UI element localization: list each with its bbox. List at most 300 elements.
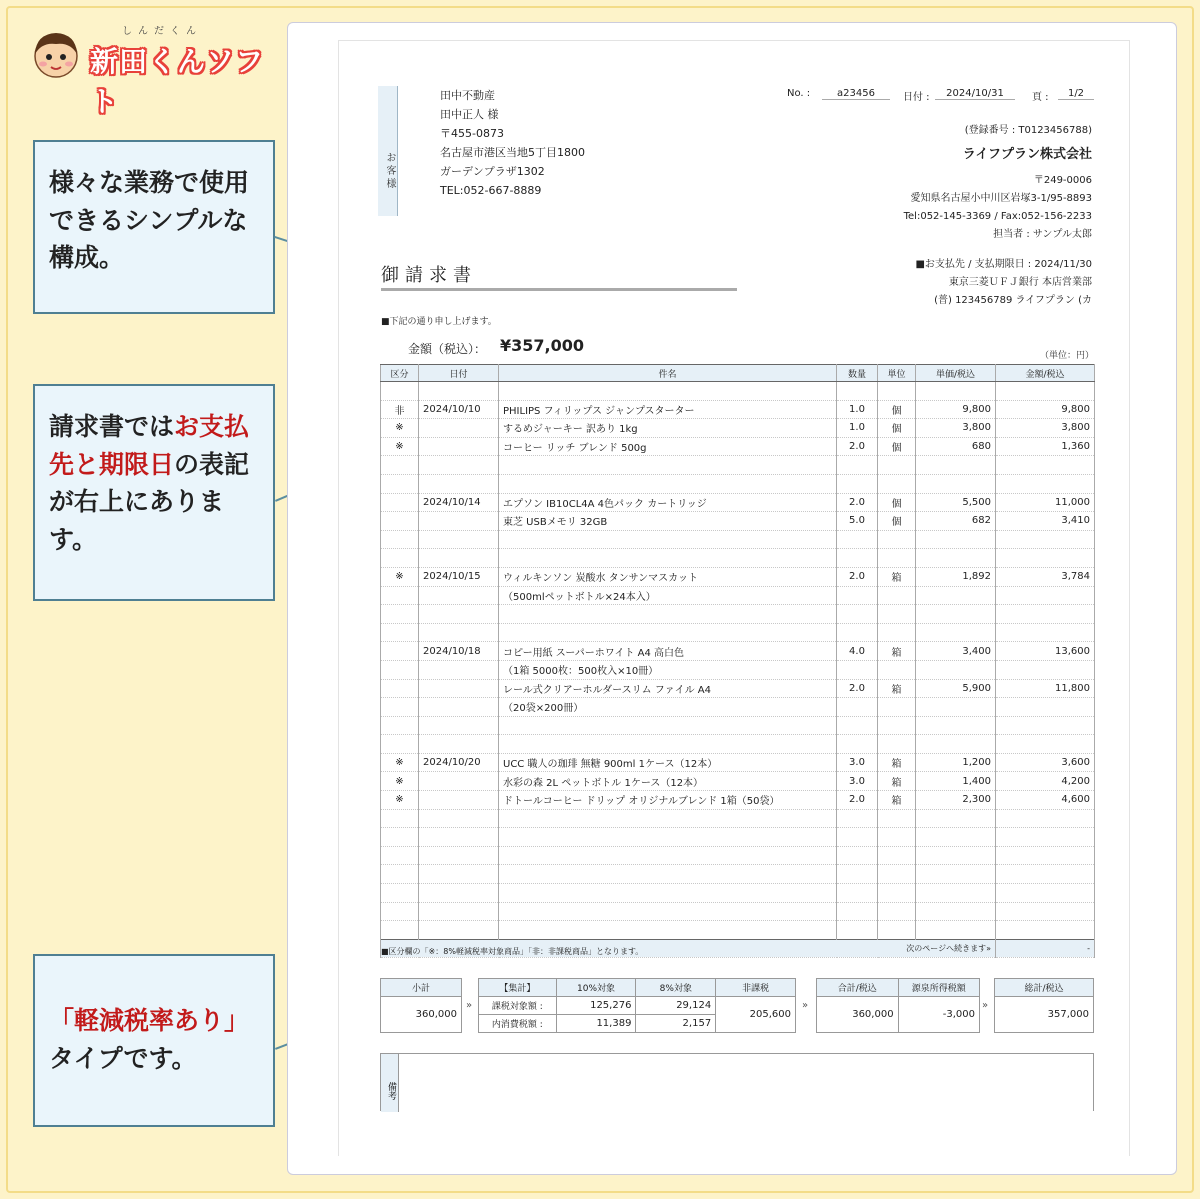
quantity-cell: 5.0 [837,512,878,531]
amount-cell: 1,360 [996,437,1095,456]
table-row [381,753,1095,772]
tax-category-cell: ※ [381,437,419,456]
unit-price-cell: 5,900 [916,679,996,698]
unit-cell [878,660,916,679]
tax-category-cell [381,623,419,642]
brand-logo [30,20,290,118]
quantity-cell [837,698,878,717]
tax-category-cell: ※ [381,419,419,438]
total-tax-label: 合計/税込 [817,979,899,997]
tax-category-cell [381,474,419,493]
customer-line: TEL:052-667-8889 [440,184,542,197]
unit-cell [878,809,916,828]
item-name-cell: UCC 職人の珈琲 無糖 900ml 1ケース（12本） [499,753,837,772]
aggregate-label: 【集計】 [479,979,557,997]
company-name: ライフプラン株式会社 [962,147,1092,162]
unit-price-cell [916,809,996,828]
date-cell [419,512,499,531]
item-name-cell [499,716,837,735]
taxable-label: 課税対象額 : [479,997,557,1015]
quantity-cell [837,474,878,493]
quantity-cell [837,605,878,624]
registration-number: (登録番号 : T0123456788) [964,125,1092,136]
item-name-cell: ウィルキンソン 炭酸水 タンサンマスカット [499,567,837,586]
logo-ruby: しんだくん [122,26,202,37]
subtotal-label: 小計 [381,979,462,997]
table-row [381,828,1095,847]
amount-cell [996,809,1095,828]
table-row [381,549,1095,568]
date-cell [419,902,499,921]
quantity-cell: 2.0 [837,679,878,698]
tax-category-cell [381,382,419,401]
unit-price-cell [916,474,996,493]
quantity-cell [837,530,878,549]
quantity-cell: 2.0 [837,493,878,512]
unit-price-cell [916,716,996,735]
quantity-cell: 2.0 [837,791,878,810]
amount-label: 金額（税込）： [408,342,487,356]
table-row [381,400,1095,419]
date-cell [419,791,499,810]
tax-category-cell: ※ [381,753,419,772]
table-row [381,772,1095,791]
unit-cell [878,884,916,903]
quantity-cell [837,456,878,475]
amount-cell [996,846,1095,865]
quantity-cell [837,902,878,921]
unit-cell: 箱 [878,679,916,698]
payment-line: 東京三菱ＵＦＪ銀行 本店営業部 [948,277,1092,288]
grand-total-value: 357,000 [995,997,1094,1033]
unit-price-cell [916,549,996,568]
amount-cell [996,549,1095,568]
unit-cell [878,865,916,884]
date-cell [419,660,499,679]
tax-category-cell [381,512,419,531]
customer-line: 名古屋市港区当地5丁目1800 [440,146,585,159]
table-row [381,530,1095,549]
tax-category-cell: ※ [381,567,419,586]
table-row [381,567,1095,586]
callout-reduced-red: 「軽減税率あり」 [49,1006,250,1035]
invoice-page-label: 頁 : [1032,92,1049,103]
item-name-cell [499,605,837,624]
unit-price-cell: 1,400 [916,772,996,791]
column-header: 日付 [419,365,499,382]
invoice-no-value: a23456 [822,88,890,100]
tax-category-cell [381,642,419,661]
tax-category-cell [381,679,419,698]
next-page-note: 次のページへ続きます» [381,939,996,957]
unit-cell [878,902,916,921]
logo-name: 新田くんソフト [90,45,265,118]
date-cell [419,809,499,828]
unit-cell: 箱 [878,772,916,791]
date-cell: 2024/10/14 [419,493,499,512]
unit-cell [878,735,916,754]
date-cell: 2024/10/20 [419,753,499,772]
unit-cell: 箱 [878,642,916,661]
amount-cell [996,884,1095,903]
date-cell [419,772,499,791]
nontax-label: 非課税 [716,979,796,997]
amount-cell: 3,800 [996,419,1095,438]
date-cell: 2024/10/15 [419,567,499,586]
column-header: 件名 [499,365,837,382]
column-header: 区分 [381,365,419,382]
table-row [381,474,1095,493]
date-cell [419,679,499,698]
payment-line: (普) 123456789 ライフプラン (カ [934,295,1092,306]
inner-tax-label: 内消費税額 : [479,1015,557,1033]
quantity-cell: 2.0 [837,437,878,456]
amount-cell: 9,800 [996,400,1095,419]
quantity-cell: 4.0 [837,642,878,661]
tax-category-cell [381,865,419,884]
tax-category-cell [381,698,419,717]
unit-price-cell: 1,892 [916,567,996,586]
quantity-cell: 2.0 [837,567,878,586]
amount-cell [996,382,1095,401]
table-row [381,921,1095,940]
item-name-cell: 水彩の森 2L ペットボトル 1ケース（12本） [499,772,837,791]
amount-cell: 4,600 [996,791,1095,810]
unit-cell: 箱 [878,753,916,772]
item-name-cell: コーヒー リッチ ブレンド 500g [499,437,837,456]
unit-cell: 箱 [878,567,916,586]
amount-cell [996,716,1095,735]
date-cell [419,846,499,865]
table-row [381,456,1095,475]
remarks-box [380,1053,1094,1111]
invoice-page-value: 1/2 [1058,88,1094,100]
quantity-cell [837,382,878,401]
unit-price-cell: 2,300 [916,791,996,810]
date-cell [419,419,499,438]
tax-category-cell [381,660,419,679]
next-page-end: - [996,939,1095,957]
unit-cell: 個 [878,493,916,512]
item-name-cell [499,382,837,401]
amount-cell [996,828,1095,847]
table-header-row [381,365,1095,382]
table-row [381,512,1095,531]
date-cell [419,549,499,568]
column-header: 金額/税込 [996,365,1095,382]
table-row [381,791,1095,810]
callout-simple-text: 様々な業務で使用できるシンプルな構成。 [49,168,250,272]
date-cell [419,474,499,493]
date-cell: 2024/10/18 [419,642,499,661]
tax-category-cell: 非 [381,400,419,419]
quantity-cell [837,809,878,828]
tax-category-cell [381,456,419,475]
tax-category-cell [381,549,419,568]
tax-category-cell [381,586,419,605]
item-name-cell [499,902,837,921]
unit-price-cell [916,828,996,847]
quantity-cell [837,884,878,903]
quantity-cell: 1.0 [837,400,878,419]
date-cell: 2024/10/10 [419,400,499,419]
unit-cell [878,828,916,847]
remarks-tag: 備考 [381,1054,399,1112]
total-box [816,978,980,1033]
amount-cell [996,456,1095,475]
item-name-cell [499,549,837,568]
payment-line: ■お支払先 / 支払期限日 : 2024/11/30 [915,259,1092,270]
items-table [380,364,1095,958]
unit-cell: 個 [878,437,916,456]
date-cell [419,530,499,549]
unit-cell [878,549,916,568]
unit-price-cell: 3,400 [916,642,996,661]
pct8-label: 8%対象 [636,979,716,997]
unit-cell [878,474,916,493]
unit-price-cell: 5,500 [916,493,996,512]
table-row [381,735,1095,754]
tax-category-cell [381,828,419,847]
quantity-cell [837,735,878,754]
title-underline [381,288,737,291]
quantity-cell [837,549,878,568]
table-row [381,586,1095,605]
unit-note: （単位：円） [1040,351,1095,361]
tax-category-cell [381,493,419,512]
unit-price-cell [916,586,996,605]
item-name-cell [499,474,837,493]
amount-cell [996,623,1095,642]
unit-cell: 個 [878,400,916,419]
item-name-cell [499,884,837,903]
amount-cell: 4,200 [996,772,1095,791]
quantity-cell [837,586,878,605]
amount-cell [996,865,1095,884]
date-cell [419,716,499,735]
table-row [381,698,1095,717]
quantity-cell: 1.0 [837,419,878,438]
amount-cell [996,921,1095,940]
amount-cell [996,735,1095,754]
item-name-cell: エプソン IB10CL4A 4色パック カートリッジ [499,493,837,512]
unit-price-cell: 682 [916,512,996,531]
unit-price-cell: 1,200 [916,753,996,772]
item-name-cell: ドトールコーヒー ドリップ オリジナルブレンド 1箱（50袋） [499,791,837,810]
table-row [381,623,1095,642]
unit-cell [878,605,916,624]
item-name-cell: コピー用紙 スーパーホワイト A4 高白色 [499,642,837,661]
callout-payee-red: お支払先と期限日 [49,412,250,479]
amount-cell: 11,000 [996,493,1095,512]
callout-payee-pre: 請求書では [49,412,175,441]
table-row [381,382,1095,401]
taxable10-value: 125,276 [556,997,636,1015]
date-cell [419,735,499,754]
unit-price-cell [916,382,996,401]
table-row [381,884,1095,903]
customer-tag: お客様 [378,86,398,216]
date-cell [419,921,499,940]
item-name-cell [499,809,837,828]
customer-line: ガーデンプラザ1302 [440,165,545,178]
item-name-cell: （500mlペットボトル×24本入） [499,586,837,605]
customer-line: 〒455-0873 [440,127,504,140]
item-name-cell [499,530,837,549]
table-row [381,605,1095,624]
unit-price-cell [916,456,996,475]
item-name-cell: レール式クリアーホルダースリム ファイル A4 [499,679,837,698]
table-row [381,660,1095,679]
date-cell [419,828,499,847]
quantity-cell [837,623,878,642]
innertax10-value: 11,389 [556,1015,636,1033]
subtotal-value: 360,000 [381,997,462,1033]
tax-category-cell [381,921,419,940]
table-row [381,902,1095,921]
unit-price-cell [916,530,996,549]
date-cell [419,884,499,903]
intro-note: ■下記の通り申し上げます。 [381,317,497,327]
arrow-icon: » [466,1000,473,1011]
invoice-no-label: No. : [787,88,811,99]
quantity-cell [837,660,878,679]
unit-price-cell [916,623,996,642]
tax-category-note: ■区分欄の「※：8%軽減税率対象商品」「非：非課税商品」となります。 [381,947,644,956]
column-header: 数量 [837,365,878,382]
item-name-cell: （1箱 5000枚：500枚入×10冊） [499,660,837,679]
callout-simple [33,140,275,314]
boy-face-icon [30,28,82,80]
nontax-value: 205,600 [716,997,796,1033]
item-name-cell [499,865,837,884]
table-row [381,419,1095,438]
quantity-cell: 3.0 [837,753,878,772]
unit-cell [878,530,916,549]
tax-category-cell [381,809,419,828]
tax-category-cell [381,735,419,754]
total-tax-value: 360,000 [817,997,899,1033]
amount-cell [996,530,1095,549]
withholding-label: 源泉所得税額 [898,979,979,997]
tax-category-cell [381,902,419,921]
withholding-value: -3,000 [898,997,979,1033]
innertax8-value: 2,157 [636,1015,716,1033]
unit-price-cell [916,605,996,624]
unit-price-cell: 3,800 [916,419,996,438]
amount-cell: 3,600 [996,753,1095,772]
grand-total-label: 総計/税込 [995,979,1094,997]
amount-cell [996,698,1095,717]
grand-total-box [994,978,1094,1033]
unit-cell [878,716,916,735]
column-header: 単位 [878,365,916,382]
quantity-cell [837,865,878,884]
callout-reduced-post: タイプです。 [49,1043,197,1073]
amount-cell: 3,410 [996,512,1095,531]
item-name-cell [499,828,837,847]
subtotal-box [380,978,462,1033]
table-row [381,846,1095,865]
item-name-cell: PHILIPS フィリップス ジャンプスターター [499,400,837,419]
date-cell [419,623,499,642]
invoice-date-value: 2024/10/31 [935,88,1015,100]
unit-price-cell [916,921,996,940]
date-cell [419,865,499,884]
customer-line: 田中不動産 [440,89,495,102]
taxable8-value: 29,124 [636,997,716,1015]
tax-category-cell [381,846,419,865]
table-row [381,493,1095,512]
amount-cell [996,902,1095,921]
amount-cell: 3,784 [996,567,1095,586]
callout-reduced-tax [33,954,275,1127]
table-row [381,809,1095,828]
amount-cell: 13,600 [996,642,1095,661]
amount-cell [996,586,1095,605]
unit-cell [878,456,916,475]
item-name-cell: 東芝 USBメモリ 32GB [499,512,837,531]
invoice-date-label: 日付 : [903,92,930,103]
item-name-cell: （20袋×200冊） [499,698,837,717]
amount-cell: 11,800 [996,679,1095,698]
unit-cell [878,846,916,865]
tax-category-cell [381,884,419,903]
quantity-cell [837,921,878,940]
item-name-cell [499,846,837,865]
table-row [381,865,1095,884]
unit-price-cell [916,660,996,679]
unit-price-cell [916,884,996,903]
tax-category-cell [381,530,419,549]
company-block [904,122,1092,310]
table-row [381,679,1095,698]
table-row [381,437,1095,456]
date-cell [419,586,499,605]
item-name-cell [499,735,837,754]
unit-price-cell: 9,800 [916,400,996,419]
company-zip: 〒249-0006 [1033,175,1092,186]
tax-category-cell: ※ [381,772,419,791]
unit-price-cell [916,735,996,754]
company-tel: Tel:052-145-3369 / Fax:052-156-2233 [903,211,1092,222]
unit-price-cell [916,846,996,865]
unit-price-cell [916,865,996,884]
table-row [381,716,1095,735]
unit-price-cell [916,902,996,921]
unit-cell [878,382,916,401]
item-name-cell: するめジャーキー 訳あり 1kg [499,419,837,438]
unit-price-cell [916,698,996,717]
unit-price-cell: 680 [916,437,996,456]
date-cell [419,698,499,717]
unit-cell: 個 [878,512,916,531]
date-cell [419,456,499,475]
date-cell [419,437,499,456]
quantity-cell [837,828,878,847]
company-address: 愛知県名古屋小中川区岩塚3-1/95-8893 [910,193,1092,204]
unit-cell [878,921,916,940]
date-cell [419,382,499,401]
customer-block [440,86,585,200]
unit-cell [878,698,916,717]
unit-cell: 箱 [878,791,916,810]
company-staff: 担当者 : サンプル太郎 [993,229,1092,240]
quantity-cell [837,716,878,735]
item-name-cell [499,623,837,642]
item-name-cell [499,456,837,475]
callout-payee [33,384,275,601]
